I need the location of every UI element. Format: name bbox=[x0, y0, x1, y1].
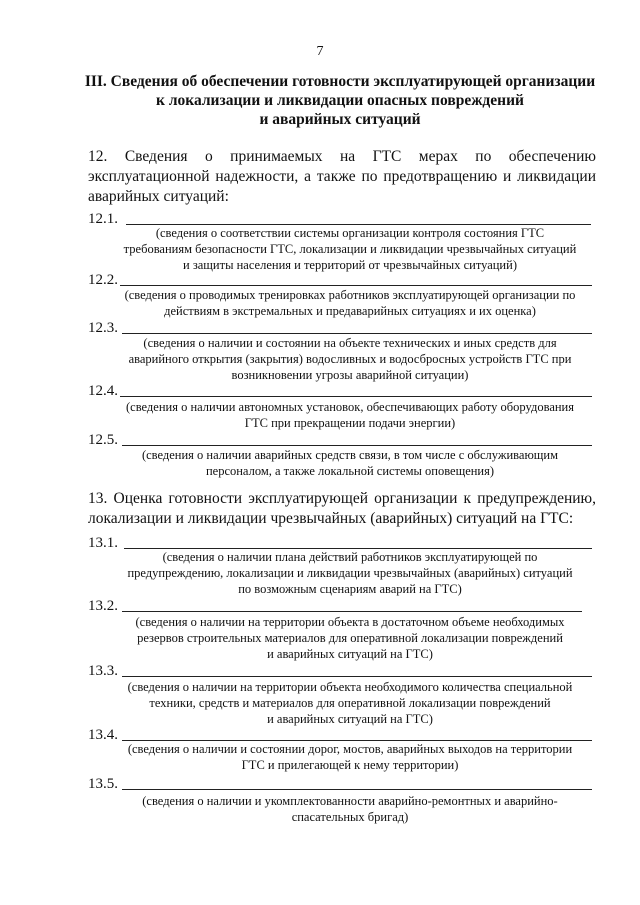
heading-line-2: к локализации и ликвидации опасных повреждений bbox=[156, 92, 524, 109]
item-caption bbox=[100, 549, 600, 597]
item-caption bbox=[100, 679, 600, 727]
fill-in-line bbox=[120, 396, 592, 397]
caption-line: ГТС и прилегающей к нему территории) bbox=[241, 758, 459, 772]
caption-line: требованиям безопасности ГТС, локализации и ликвидации чрезвычайных ситуаций bbox=[123, 242, 577, 256]
item-number: 12.3. bbox=[88, 320, 118, 336]
item-caption bbox=[100, 399, 600, 431]
caption-line: (сведения о наличии аварийных средств связи, в том числе с обслуживающим bbox=[141, 448, 559, 462]
caption-line: (сведения о наличии автономных установок, обеспечивающих работу оборудования bbox=[126, 400, 574, 414]
caption-line: спасательных бригад) bbox=[291, 810, 409, 824]
caption-line: (сведения о наличии и укомплектованности аварийно-ремонтных и аварийно- bbox=[142, 794, 558, 808]
caption-line: и защиты населения и территорий от чрезвычайных ситуаций) bbox=[183, 258, 517, 272]
caption-line: возникновении угрозы аварийной ситуации) bbox=[231, 368, 469, 382]
caption-line: (сведения о наличии плана действий работников эксплуатирующей по bbox=[162, 550, 538, 564]
caption-line: персоналом, а также локальной системы оповещения) bbox=[205, 464, 495, 478]
fill-in-line bbox=[122, 611, 582, 612]
paragraph-13-line-2: локализации и ликвидации чрезвычайных (аварийных) ситуаций на ГТС: bbox=[88, 510, 574, 527]
item-number: 13.2. bbox=[88, 598, 118, 614]
caption-line: (сведения о соответствии системы организации контроля состояния ГТС bbox=[155, 226, 545, 240]
caption-line: предупреждению, локализации и ликвидации чрезвычайных (аварийных) ситуаций bbox=[127, 566, 573, 580]
item-caption bbox=[100, 225, 600, 273]
item-number: 13.5. bbox=[88, 776, 118, 792]
caption-line: и аварийных ситуаций на ГТС) bbox=[267, 712, 433, 726]
paragraph-13-line-1: 13. Оценка готовности эксплуатирующей организации к предупреждению, bbox=[88, 490, 596, 507]
paragraph-12-line-1: 12. Сведения о принимаемых на ГТС мерах по обеспечению bbox=[88, 148, 596, 165]
section-heading bbox=[80, 72, 600, 129]
fill-in-line bbox=[122, 445, 592, 446]
fill-in-line bbox=[122, 676, 592, 677]
caption-line: резервов строительных материалов для оперативной локализации повреждений bbox=[137, 631, 563, 645]
heading-line-1: III. Сведения об обеспечении готовности эксплуатирующей организации bbox=[84, 73, 596, 90]
paragraph-12-line-2: эксплуатационной надежности, а также по предотвращению и ликвидации bbox=[88, 168, 596, 185]
caption-line: аварийного открытия (закрытия) водосливных и водосбросных устройств ГТС при bbox=[128, 352, 572, 366]
item-caption bbox=[100, 614, 600, 662]
caption-line: и аварийных ситуаций на ГТС) bbox=[267, 647, 433, 661]
caption-line: (сведения о наличии и состоянии на объекте технических и иных средств для bbox=[143, 336, 557, 350]
paragraph-12 bbox=[88, 147, 596, 207]
caption-line: ГТС при прекращении подачи энергии) bbox=[244, 416, 456, 430]
item-caption bbox=[100, 793, 600, 825]
fill-in-line bbox=[122, 333, 592, 334]
item-number: 12.2. bbox=[88, 272, 118, 288]
fill-in-line bbox=[122, 789, 592, 790]
item-number: 12.5. bbox=[88, 432, 118, 448]
item-caption bbox=[100, 741, 600, 773]
heading-line-3: и аварийных ситуаций bbox=[259, 111, 421, 128]
page-number: 7 bbox=[316, 44, 324, 59]
item-number: 13.3. bbox=[88, 663, 118, 679]
caption-line: (сведения о наличии на территории объекта необходимого количества специальной bbox=[127, 680, 573, 694]
item-number: 12.4. bbox=[88, 383, 118, 399]
caption-line: (сведения о наличии и состоянии дорог, мостов, аварийных выходов на территории bbox=[127, 742, 573, 756]
item-caption bbox=[100, 447, 600, 479]
paragraph-12-line-3: аварийных ситуаций: bbox=[88, 188, 229, 205]
item-number: 12.1. bbox=[88, 211, 118, 227]
item-number: 13.1. bbox=[88, 535, 118, 551]
caption-line: по возможным сценариям аварий на ГТС) bbox=[238, 582, 462, 596]
caption-line: техники, средств и материалов для оперативной локализации повреждений bbox=[149, 696, 551, 710]
item-caption bbox=[100, 287, 600, 319]
caption-line: действиям в экстремальных и предаварийных ситуациях и их оценка) bbox=[164, 304, 536, 318]
item-number: 13.4. bbox=[88, 727, 118, 743]
caption-line: (сведения о наличии на территории объекта в достаточном объеме необходимых bbox=[135, 615, 565, 629]
item-caption bbox=[100, 335, 600, 383]
caption-line: (сведения о проводимых тренировках работников эксплуатирующей организации по bbox=[124, 288, 576, 302]
paragraph-13 bbox=[88, 489, 596, 529]
fill-in-line bbox=[120, 285, 592, 286]
